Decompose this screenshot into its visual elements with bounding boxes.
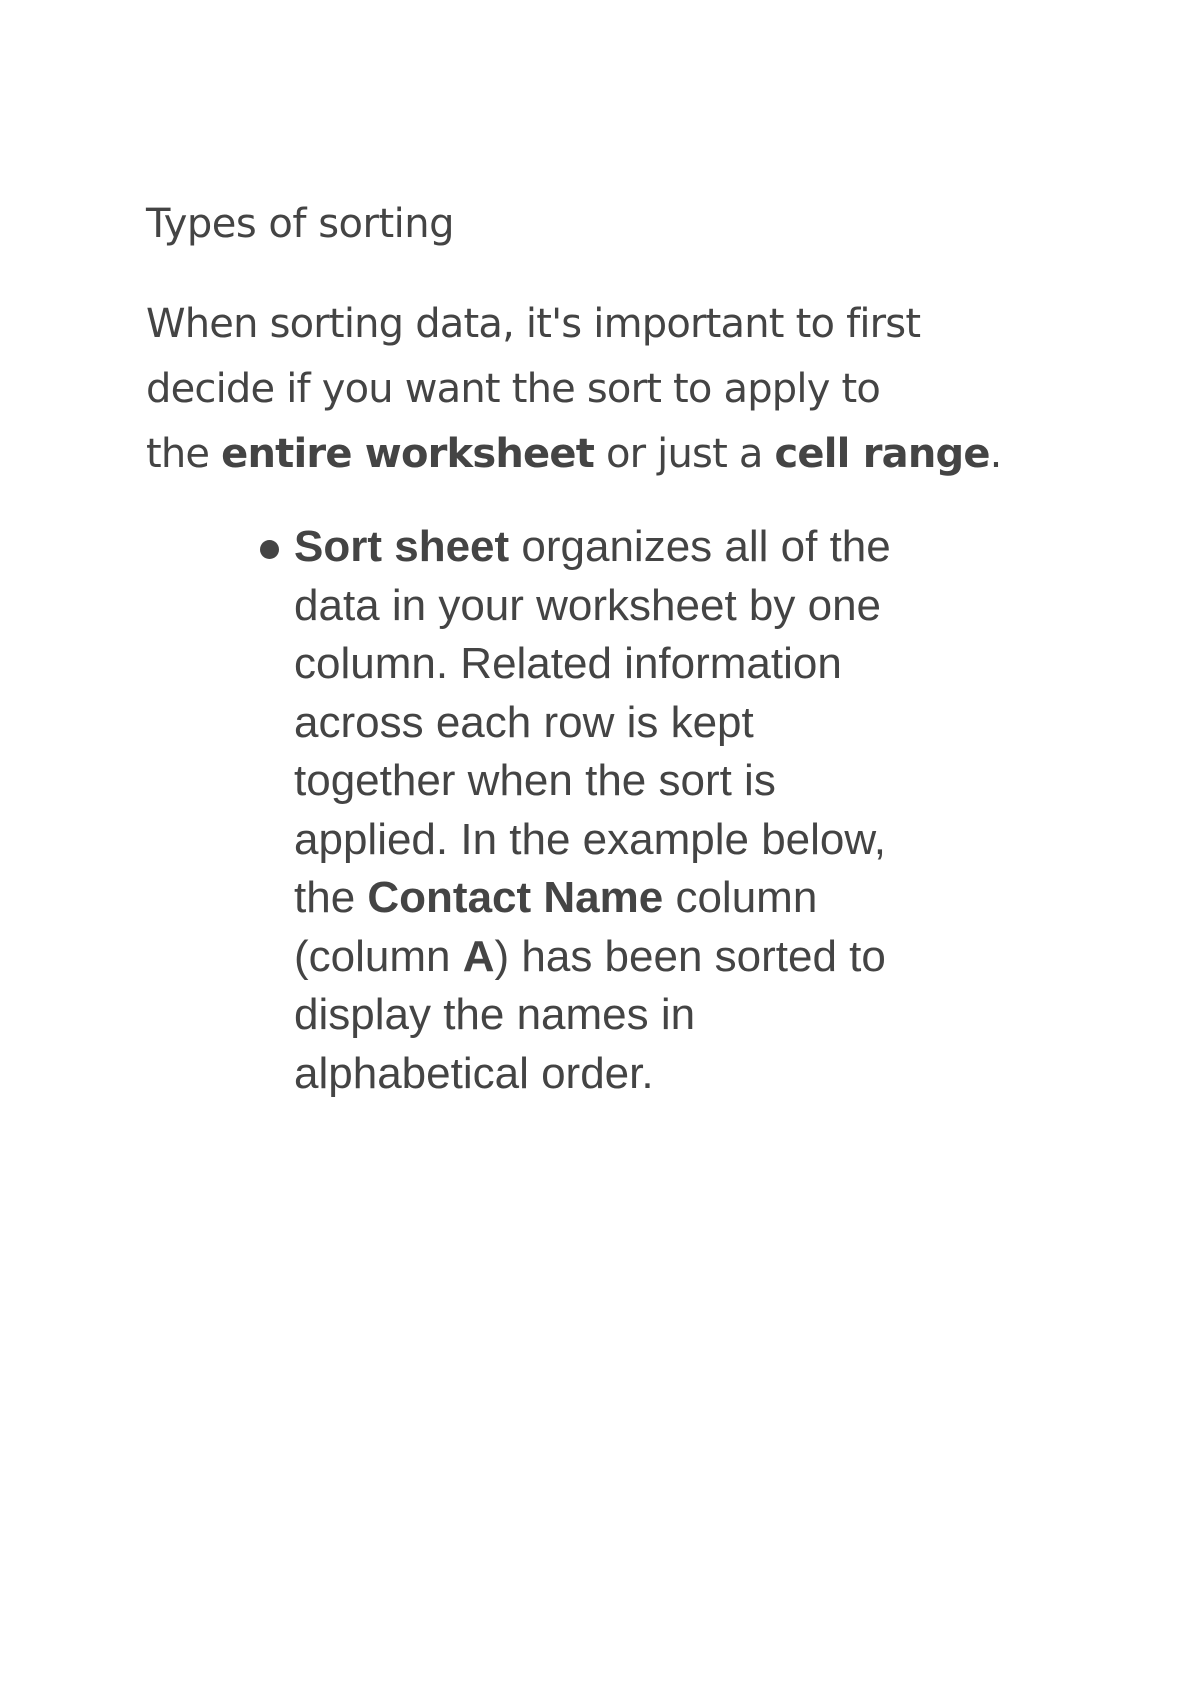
intro-paragraph — [146, 292, 1026, 487]
emphasis-entire-worksheet: entire worksheet — [221, 431, 595, 477]
intro-line: decide if you want the sort to apply to — [146, 366, 881, 412]
bullet-dot-icon — [260, 540, 279, 559]
intro-line: When sorting data, it's important to first — [146, 301, 921, 347]
emphasis-contact-name: Contact Name — [367, 873, 664, 922]
intro-line: the entire worksheet or just a cell range. — [146, 431, 1002, 477]
emphasis-sort-sheet: Sort sheet — [294, 522, 510, 571]
emphasis-cell-range: cell range — [774, 431, 990, 477]
list-item-sort-sheet: Sort sheet organizes all of the data in your worksheet by one column. Related information across each row is kept together when the sort is applied. In the example below, the Contact Name column (column A) has been sorted to display the names in alphabetical order. — [260, 518, 1020, 1103]
section-heading: Types of sorting — [146, 201, 454, 247]
emphasis-column-a: A — [462, 931, 495, 981]
bullet-list — [260, 518, 1020, 1103]
